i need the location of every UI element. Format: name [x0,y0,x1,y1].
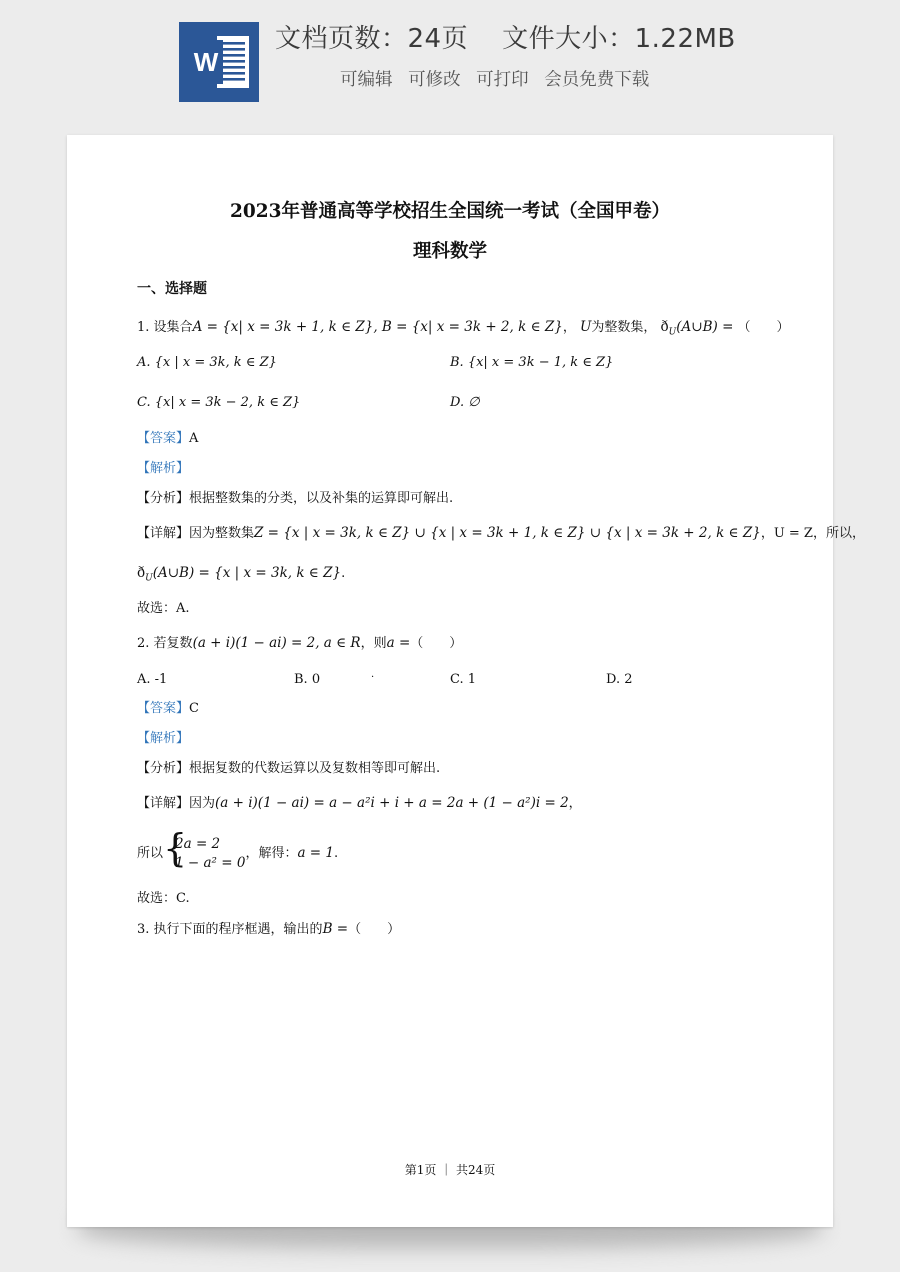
exam-subtitle: 理科数学 [412,241,487,262]
question-2-stem: 2. 若复数(a + i)(1 − ai) = 2, a ∈ R，则a =（ ） [137,635,463,651]
q2-option-d: D. 2 [606,672,633,687]
stray-dot: · [371,672,375,683]
word-document-icon [179,22,259,102]
q2-analysis-tag: 【解析】 [137,731,190,746]
q2-option-b: B. 0 [294,672,321,687]
feature-printable: 可打印 [476,70,529,90]
download-banner [0,0,900,125]
q2-fenxi: 【分析】根据复数的代数运算以及复数相等即可解出. [137,761,441,776]
document-page [67,135,865,1227]
q2-xiangjie: 【详解】因为(a + i)(1 − ai) = a − a²i + i + a = 2a + (1 − a²)i = 2， [137,795,582,811]
q2-option-a: A. -1 [137,672,168,687]
q1-xiangjie: 【详解】因为整数集Z = {x | x = 3k, k ∈ Z} ∪ {x | x = 3k + 1, k ∈ Z} ∪ {x | x = 3k + 2, k ∈ Z}，U = Z，所以， [137,525,865,541]
question-3-stem: 3. 执行下面的程序框遇，输出的B =（ ） [137,921,401,937]
q1-option-a: A. {x | x = 3k, k ∈ Z} [137,355,277,370]
q1-answer: 【答案】A [137,431,199,446]
feature-member-download: 会员免费下载 [544,70,650,90]
q2-option-c: C. 1 [450,672,477,687]
q1-fenxi: 【分析】根据整数集的分类，以及补集的运算即可解出. [137,491,454,506]
section-heading: 一、选择题 [137,281,207,297]
exam-title: 2023年普通高等学校招生全国统一考试（全国甲卷） [230,201,670,222]
page-count: 文档页数：24页 [275,24,469,54]
q2-answer: 【答案】C [137,701,199,716]
equation-system: { 2a = 2 1 − a² = 0 [163,825,246,871]
q2-system: 所以 { 2a = 2 1 − a² = 0 ，解得：a = 1. [137,825,339,871]
q1-result: $ð_U(A\cup B) = \{x$ | x = 3k, k ∈ Z}. [137,565,346,584]
feature-list [340,66,659,91]
q1-conclusion: 故选：A. [137,601,190,616]
q2-conclusion: 故选：C. [137,891,190,906]
feature-editable: 可编辑 [340,70,393,90]
file-info [275,18,736,55]
file-size: 文件大小：1.22MB [502,24,736,54]
feature-modifiable: 可修改 [408,70,461,90]
q1-option-d: D. ∅ [450,395,480,410]
q1-option-c: C. {x| x = 3k − 2, k ∈ Z} [137,395,301,410]
q1-option-b: B. {x| x = 3k − 1, k ∈ Z} [450,355,614,370]
page-footer: 第1页 ｜ 共24页 [404,1163,496,1177]
q1-analysis-tag: 【解析】 [137,461,190,476]
question-1-stem: 1. 设集合A = {x| x = 3k + 1, k ∈ Z}, B = {x| x = 3k + 2, k ∈ Z}， U为整数集， $ð_U(A\cup B)$ = （ ） [137,319,790,338]
logo-letter: W [193,47,219,77]
